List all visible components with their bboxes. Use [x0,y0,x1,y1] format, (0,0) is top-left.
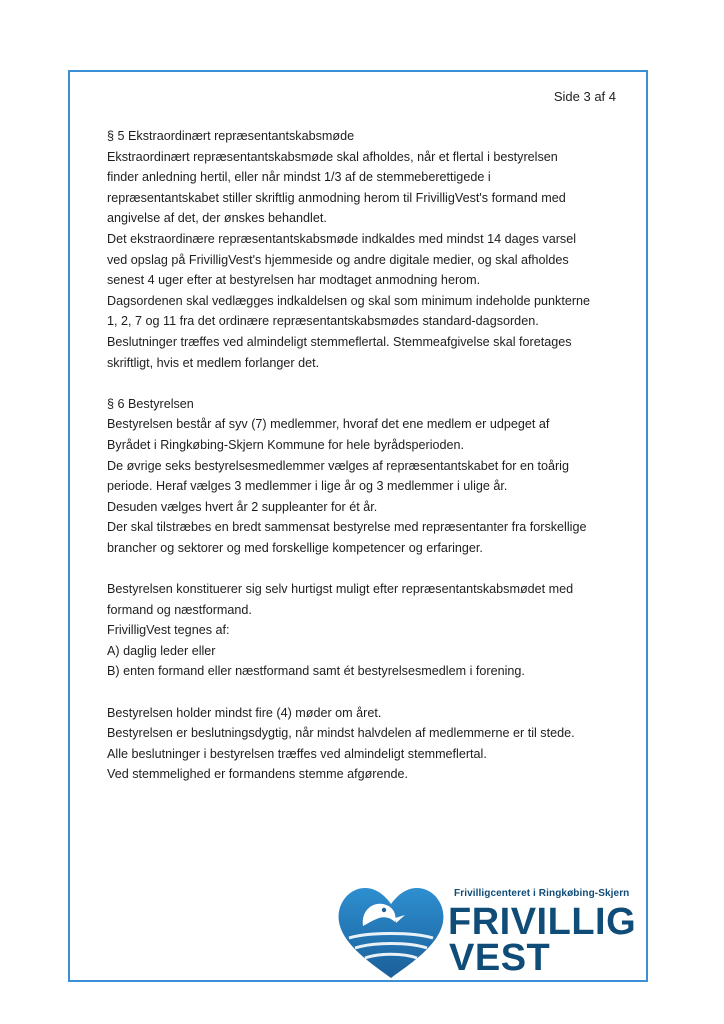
section-5-paragraph [107,126,627,373]
text-line: Ved stemmelighed er formandens stemme afgørende. [107,767,409,782]
text-line: 1, 2, 7 og 11 fra det ordinære repræsentantskabsmødes standard-dagsorden. [107,314,539,329]
text-line: B) enten formand eller næstformand samt ét bestyrelsesmedlem i forening. [107,664,525,679]
text-line: Beslutninger træffes ved almindeligt stemmeflertal. Stemmeafgivelse skal foretages [107,334,572,349]
text-line: Alle beslutninger i bestyrelsen træffes ved almindeligt stemmeflertal. [107,746,487,761]
section-6-paragraph [107,394,627,559]
text-line: finder anledning hertil, eller når mindst 1/3 af de stemmeberettigede i [107,170,491,185]
heart-bird-logo-icon [335,882,447,980]
text-line: ved opslag på FrivilligVest's hjemmeside og andre digitale medier, og skal afholdes [107,252,569,267]
text-line: Desuden vælges hvert år 2 suppleanter for ét år. [107,499,378,514]
text-line: Bestyrelsen består af syv (7) medlemmer, hvoraf det ene medlem er udpeget af [107,417,550,432]
text-line: senest 4 uger efter at bestyrelsen har modtaget anmodning herom. [107,273,481,288]
logo-wordmark-frivillig: FRIVILLIG [448,901,637,943]
text-line: A) daglig leder eller [107,643,216,658]
text-line: FrivilligVest tegnes af: [107,623,230,638]
text-line: De øvrige seks bestyrelsesmedlemmer vælges af repræsentantskabet for en toårig [107,458,569,473]
constitution-paragraph [107,579,627,682]
text-line: Bestyrelsen er beslutningsdygtig, når mindst halvdelen af medlemmerne er til stede. [107,726,575,741]
logo-wordmark-vest: VEST [449,937,551,979]
text-line: Det ekstraordinære repræsentantskabsmøde indkaldes med mindst 14 dages varsel [107,231,576,246]
paragraph-gap [107,558,627,579]
text-line: periode. Heraf vælges 3 medlemmer i lige år og 3 medlemmer i ulige år. [107,479,508,494]
text-line: Byrådet i Ringkøbing-Skjern Kommune for hele byrådsperioden. [107,437,465,452]
section-heading: § 6 Bestyrelsen [107,396,194,411]
text-line: repræsentantskabet stiller skriftlig anmodning herom til FrivilligVest's formand med [107,190,566,205]
paragraph-gap [107,373,627,394]
frivilligvest-logo [335,880,635,980]
page-number: Side 3 af 4 [553,89,616,104]
document-body [107,126,627,785]
text-line: Bestyrelsen holder mindst fire (4) møder om året. [107,705,382,720]
text-line: Bestyrelsen konstituerer sig selv hurtigst muligt efter repræsentantskabsmødet med [107,582,574,597]
section-heading: § 5 Ekstraordinært repræsentantskabsmøde [107,129,355,143]
text-line: Dagsordenen skal vedlægges indkaldelsen og skal som minimum indeholde punkterne [107,293,591,308]
text-line: Ekstraordinært repræsentantskabsmøde skal afholdes, når et flertal i bestyrelsen [107,149,558,164]
logo-subtitle: Frivilligcenteret i Ringkøbing-Skjern [454,888,630,899]
text-line: Der skal tilstræbes en bredt sammensat bestyrelse med repræsentanter fra forskellige [107,520,587,535]
text-line: angivelse af det, der ønskes behandlet. [107,211,327,226]
meetings-paragraph [107,703,627,785]
text-line: skriftligt, hvis et medlem forlanger det. [107,355,320,370]
text-line: formand og næstformand. [107,602,252,617]
text-line: brancher og sektorer og med forskellige kompetencer og erfaringer. [107,540,483,555]
paragraph-gap [107,682,627,703]
